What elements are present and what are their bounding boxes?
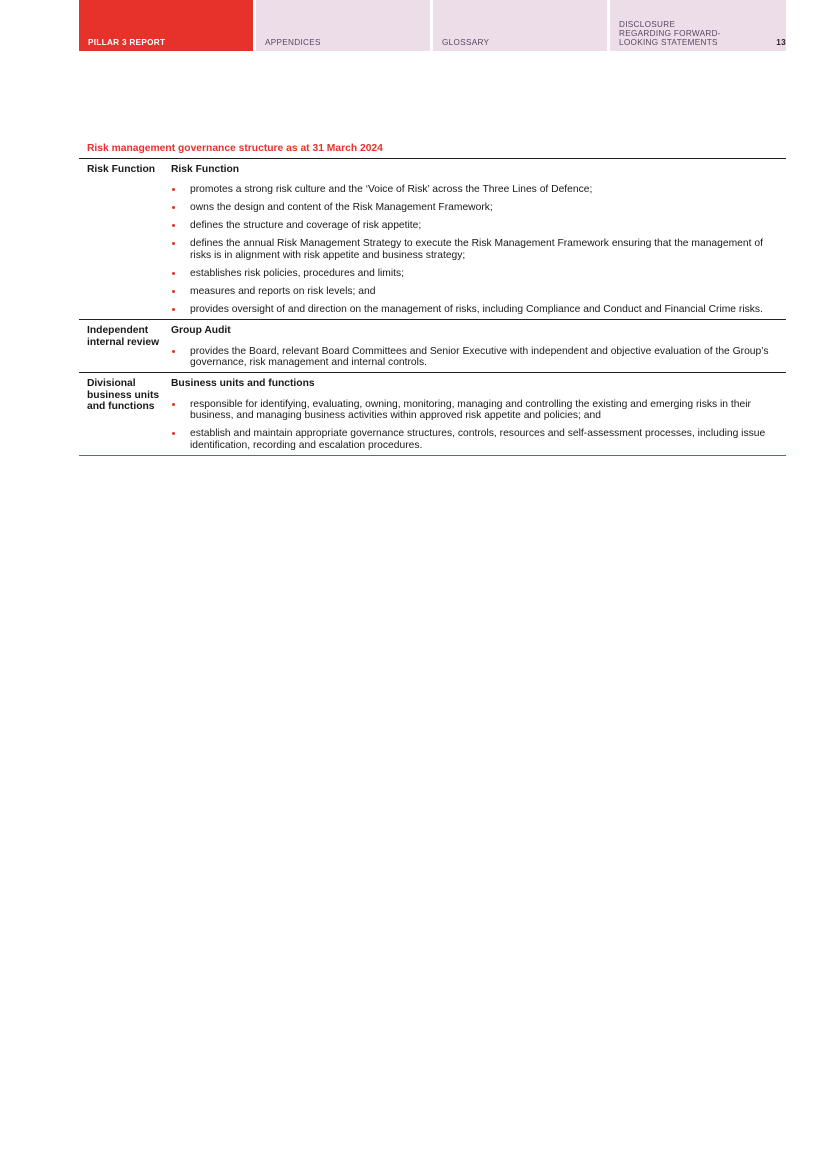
list-item: provides the Board, relevant Board Committees and Senior Executive with independent and objective evaluation of the Group’s governance, risk management and internal controls. xyxy=(171,346,776,369)
row-content xyxy=(165,373,786,456)
tab-glossary[interactable] xyxy=(433,0,607,51)
row-label: Independent internal review xyxy=(79,320,165,373)
tab-label: PILLAR 3 REPORT xyxy=(88,38,166,47)
bullet-list xyxy=(171,184,776,315)
page-number: 13 xyxy=(776,38,786,47)
list-item: owns the design and content of the Risk Management Framework; xyxy=(171,202,776,213)
tab-label: APPENDICES xyxy=(265,38,321,47)
list-item: provides oversight of and direction on the management of risks, including Compliance and Conduct and Financial Crime risks. xyxy=(171,304,776,315)
row-heading: Risk Function xyxy=(171,164,240,175)
table-row xyxy=(79,320,786,373)
list-item: promotes a strong risk culture and the ‘Voice of Risk’ across the Three Lines of Defence; xyxy=(171,184,776,195)
top-navigation xyxy=(79,0,786,51)
tab-pillar-3-report[interactable] xyxy=(79,0,253,51)
governance-table xyxy=(79,158,786,456)
table-title: Risk management governance structure as at 31 March 2024 xyxy=(87,143,383,154)
row-content xyxy=(165,159,786,320)
tab-disclosure[interactable] xyxy=(610,0,786,51)
row-heading: Business units and functions xyxy=(171,378,315,390)
list-item: establishes risk policies, procedures and limits; xyxy=(171,268,776,279)
tab-label: GLOSSARY xyxy=(442,38,490,47)
list-item: defines the structure and coverage of risk appetite; xyxy=(171,220,776,231)
table-row xyxy=(79,373,786,456)
list-item: measures and reports on risk levels; and xyxy=(171,286,776,297)
row-heading: Group Audit xyxy=(171,325,231,337)
list-item: responsible for identifying, evaluating, owning, monitoring, managing and controlling the existing and emerging risks in their business, and managing business activities within approved risk appetite and policies; and xyxy=(171,399,776,422)
row-label: Risk Function xyxy=(87,164,156,175)
bullet-list xyxy=(171,346,776,369)
row-label: Divisional business units and functions xyxy=(79,373,165,456)
governance-table-section xyxy=(79,142,786,456)
row-content xyxy=(165,320,786,373)
list-item: establish and maintain appropriate governance structures, controls, resources and self-assessment processes, including issue identification, recording and escalation procedures. xyxy=(171,428,776,451)
table-row xyxy=(79,159,786,320)
tab-label: DISCLOSURE REGARDING FORWARD- LOOKING STATEMENTS xyxy=(619,20,721,47)
bullet-list xyxy=(171,399,776,451)
tab-appendices[interactable] xyxy=(256,0,430,51)
list-item: defines the annual Risk Management Strategy to execute the Risk Management Framework ensuring that the management of risks is in alignment with risk appetite and business strategy; xyxy=(171,238,776,261)
